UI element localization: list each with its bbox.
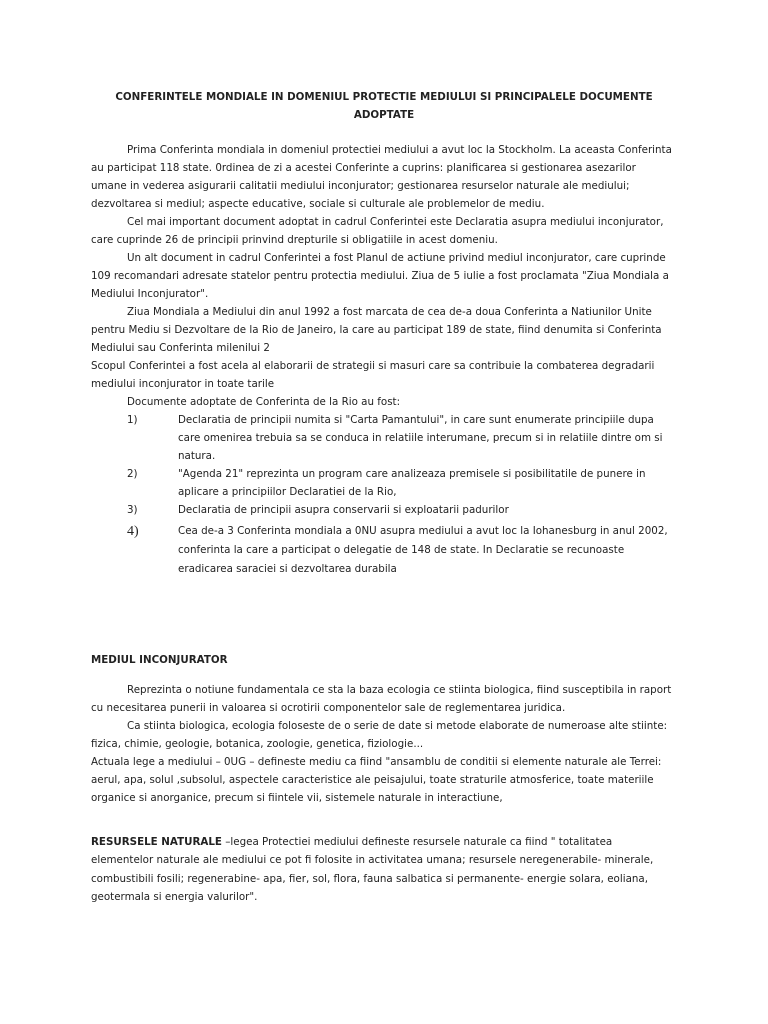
text-line: Ziua Mondiala a Mediului din anul 1992 a fost marcata de cea de-a doua Conferinta a Natiunilor Unite bbox=[127, 306, 652, 318]
text-line: Ca stiinta biologica, ecologia foloseste de o serie de date si metode elaborate de numeroase alte stiinte: bbox=[127, 720, 668, 732]
text-line: Reprezinta o notiune fundamentala ce sta la baza ecologia ce stiinta biologica, fiind susceptibila in raport bbox=[127, 684, 672, 696]
list-number: 2) bbox=[127, 468, 138, 480]
text-line: Declaratia de principii numita si "Carta Pamantului", in care sunt enumerate principiile dupa bbox=[178, 414, 654, 426]
text-line: eradicarea saraciei si dezvoltarea durabila bbox=[178, 563, 397, 575]
text-line: organice si anorganice, precum si fiintele vii, sistemele naturale in interactiune, bbox=[91, 792, 503, 804]
list-item bbox=[91, 465, 731, 501]
text-line: dezvoltarea si mediul; aspecte educative, sociale si culturale ale problemelor de mediu. bbox=[91, 198, 545, 210]
text-line: mediului inconjurator in toate tarile bbox=[91, 378, 275, 390]
text-line: pentru Mediu si Dezvoltare de la Rio de Janeiro, la care au participat 189 de state, fiind denumita si Conferinta bbox=[91, 324, 662, 336]
paragraph-ecology bbox=[91, 717, 731, 753]
list-item bbox=[91, 411, 731, 465]
text-line: cu necesitarea punerii in valoarea si ocrotirii componentelor sale de reglementarea juridica. bbox=[91, 702, 566, 714]
text-line: Mediului Inconjurator". bbox=[91, 288, 209, 300]
text-line: aplicare a principiilor Declaratiei de la Rio, bbox=[178, 486, 397, 498]
text-line: care cuprinde 26 de principii prinvind drepturile si obligatiile in acest domeniu. bbox=[91, 234, 498, 246]
text-line: conferinta la care a participat o delegatie de 148 de state. In Declaratie se recunoaste bbox=[178, 544, 625, 556]
text-line: Mediului sau Conferinta milenilui 2 bbox=[91, 342, 270, 354]
natural-resources-section bbox=[91, 833, 731, 906]
list-item-text bbox=[178, 411, 731, 465]
text-line: geotermala si energia valurilor". bbox=[91, 890, 258, 903]
rio-documents-list bbox=[91, 411, 731, 519]
text-line: Cea de-a 3 Conferinta mondiala a 0NU asupra mediului a avut loc la Iohanesburg in anul 2002, bbox=[178, 525, 668, 537]
text-line: au participat 118 state. 0rdinea de zi a acestei Conferinte a cuprins: planificarea si gestionarea asezarilor bbox=[91, 162, 636, 174]
paragraph-rio bbox=[91, 303, 731, 357]
conferences-section bbox=[91, 141, 731, 519]
list-item bbox=[91, 501, 731, 519]
environment-section bbox=[91, 681, 731, 807]
paragraph-law bbox=[91, 753, 731, 807]
paragraph-documents-intro bbox=[91, 393, 731, 411]
term-heading: RESURSELE NATURALE bbox=[91, 836, 222, 848]
list-item-text bbox=[178, 522, 731, 579]
text-line: Documente adoptate de Conferinta de la Rio au fost: bbox=[127, 396, 401, 408]
text-line: umane in vederea asigurarii calitatii mediului inconjurator; gestionarea resurselor naturale ale mediului; bbox=[91, 180, 630, 192]
list-item-text bbox=[178, 465, 731, 501]
paragraph-stockholm bbox=[91, 141, 731, 213]
title-line: CONFERINTELE MONDIALE IN DOMENIUL PROTECTIE MEDIULUI SI PRINCIPALELE DOCUMENTE bbox=[115, 91, 653, 103]
paragraph-action-plan bbox=[91, 249, 731, 303]
text-line bbox=[91, 833, 731, 851]
list-number: 4) bbox=[127, 524, 139, 539]
section-heading: MEDIUL INCONJURATOR bbox=[91, 654, 228, 666]
paragraph-definition bbox=[91, 681, 731, 717]
rio-documents-list-continued bbox=[91, 522, 731, 579]
list-number: 3) bbox=[127, 504, 138, 516]
definition-text: –legea Protectiei mediului defineste resursele naturale ca fiind " totalitatea bbox=[225, 836, 613, 848]
text-line: Scopul Conferintei a fost acela al elaborarii de strategii si masuri care sa contribuie la combaterea degradarii bbox=[91, 360, 655, 372]
environment-heading-block bbox=[91, 651, 731, 669]
text-line: Prima Conferinta mondiala in domeniul protectiei mediului a avut loc la Stockholm. La aceasta Conferinta bbox=[127, 144, 672, 156]
text-line: Un alt document in cadrul Conferintei a fost Planul de actiune privind mediul inconjurator, care cuprinde bbox=[127, 252, 666, 264]
text-line: 109 recomandari adresate statelor pentru protectia mediului. Ziua de 5 iulie a fost proclamata "Ziua Mondiala a bbox=[91, 270, 669, 282]
title-line: ADOPTATE bbox=[353, 109, 415, 121]
document-title bbox=[0, 88, 768, 124]
text-line: aerul, apa, solul ,subsolul, aspectele caracteristice ale peisajului, toate straturile atmosferice, toate materiile bbox=[91, 774, 654, 786]
list-item-text bbox=[178, 501, 731, 519]
text-line: Declaratia de principii asupra conservarii si exploatarii padurilor bbox=[178, 504, 509, 516]
text-line: Actuala lege a mediului – 0UG – defineste mediu ca fiind "ansamblu de conditii si elemente naturale ale Terrei: bbox=[91, 756, 662, 768]
text-line: care omenirea trebuia sa se conduca in relatiile interumane, precum si in relatiile dintre om si bbox=[178, 432, 663, 444]
text-line: "Agenda 21" reprezinta un program care analizeaza premisele si posibilitatile de punere in bbox=[178, 468, 646, 480]
text-line: Cel mai important document adoptat in cadrul Conferintei este Declaratia asupra mediului inconjurator, bbox=[127, 216, 664, 228]
text-line: fizica, chimie, geologie, botanica, zoologie, genetica, fiziologie... bbox=[91, 738, 424, 750]
text-line: combustibili fosili; regenerabine- apa, fier, sol, flora, fauna salbatica si permanente- energie solara, eoliana, bbox=[91, 872, 648, 885]
list-number: 1) bbox=[127, 414, 138, 426]
paragraph-declaration bbox=[91, 213, 731, 249]
text-line: natura. bbox=[178, 450, 216, 462]
paragraph-purpose bbox=[91, 357, 731, 393]
list-item bbox=[91, 522, 731, 579]
text-line: elementelor naturale ale mediului ce pot fi folosite in activitatea umana; resursele neregenerabile- minerale, bbox=[91, 854, 654, 867]
